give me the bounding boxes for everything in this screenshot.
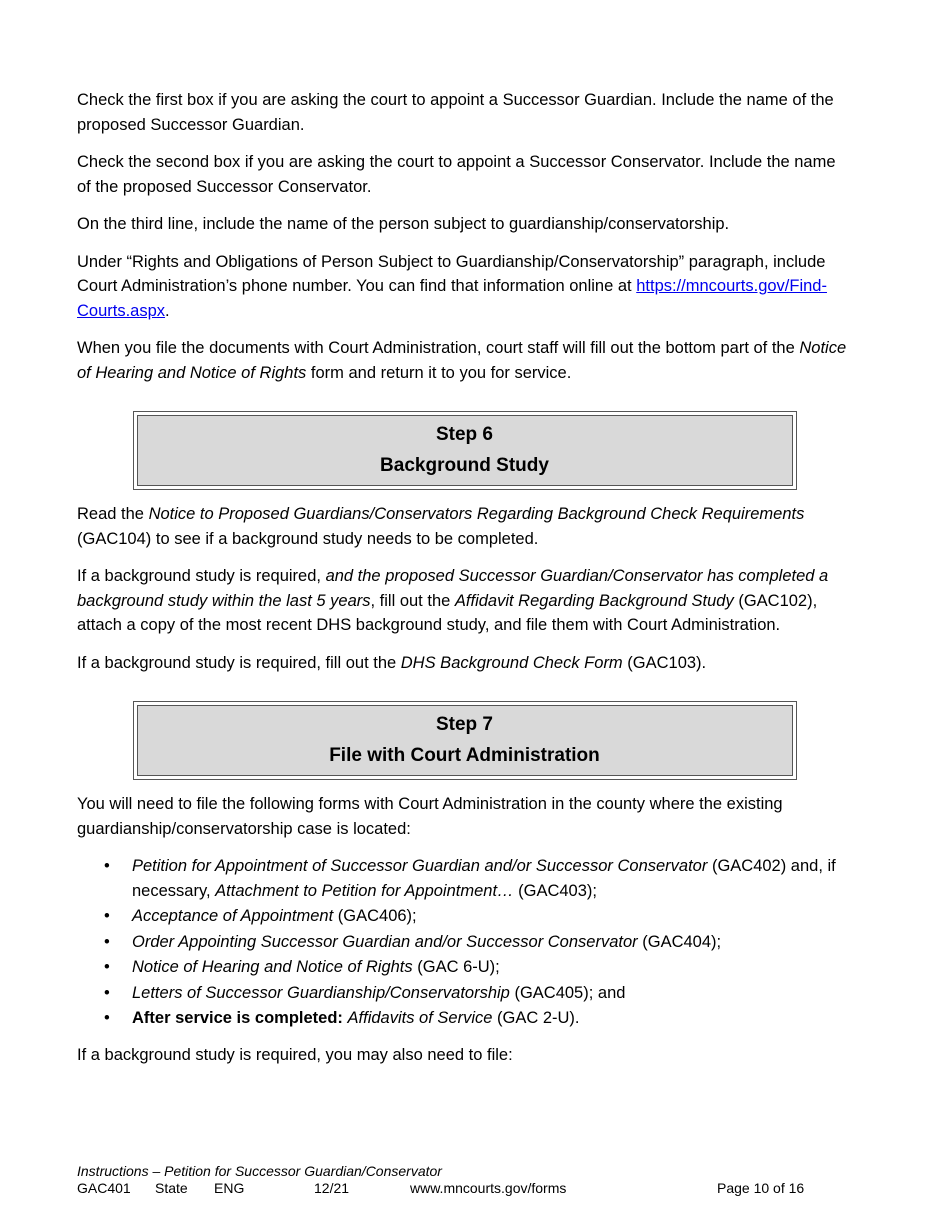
form-code: (GAC402) and, if necessary, xyxy=(132,857,836,900)
step-6-title: Background Study xyxy=(380,455,549,476)
bg-condition: and the proposed Successor Guardian/Conservator has completed a background study within the last 5 years xyxy=(77,567,829,610)
list-item xyxy=(77,854,852,903)
list-item xyxy=(77,981,852,1006)
step-7-header xyxy=(133,701,797,780)
form-code: (GAC404); xyxy=(637,932,722,951)
bullet-icon: • xyxy=(104,1009,110,1027)
step-6-number: Step 6 xyxy=(435,424,494,445)
step-7-number: Step 7 xyxy=(435,714,494,735)
form-title: Order Appointing Successor Guardian and/or Successor Conservator xyxy=(132,932,638,951)
dhs-form-title: DHS Background Check Form xyxy=(400,653,623,672)
filing-text-b: form and return it to you for service. xyxy=(306,363,572,382)
form-title: Attachment to Petition for Appointment… xyxy=(215,881,514,900)
form-code: (GAC405); and xyxy=(509,983,626,1002)
dhs-text-b: (GAC103). xyxy=(622,653,707,672)
notice-to-guardians-title: Notice to Proposed Guardians/Conservators Regarding Background Check Requirements xyxy=(148,505,805,523)
notice-of-hearing-title: Notice of Hearing and Notice of Rights xyxy=(77,339,847,382)
paragraph-dhs-form xyxy=(77,651,852,676)
footer-website: www.mncourts.gov/forms xyxy=(410,1180,567,1196)
footer-title: Instructions – Petition for Successor Guardian/Conservator xyxy=(77,1163,442,1179)
footer-meta-row xyxy=(77,1180,857,1197)
step-7-title: File with Court Administration xyxy=(329,745,600,766)
list-item xyxy=(77,904,852,929)
rights-text: Under “Rights and Obligations of Person Subject to Guardianship/Conservatorship” paragraph, include Court Administration’s phone number. You can find that information online at xyxy=(77,252,826,295)
form-code: (GAC 2-U). xyxy=(492,1009,580,1027)
paragraph-successor-conservator: Check the second box if you are asking the court to appoint a Successor Conservator. Include the name of the proposed Successor Conservator. xyxy=(77,153,836,196)
footer-date: 12/21 xyxy=(314,1180,350,1196)
footer-jurisdiction: State xyxy=(155,1180,188,1196)
forms-list xyxy=(77,854,852,1031)
dhs-text-a: If a background study is required, fill out the xyxy=(77,653,401,672)
paragraph-rights-obligations xyxy=(77,250,852,324)
page-footer xyxy=(77,1163,857,1197)
list-item xyxy=(77,930,852,955)
find-courts-link[interactable]: https://mncourts.gov/Find-Courts.aspx xyxy=(77,277,827,320)
rights-end: . xyxy=(165,301,170,320)
bullet-icon: • xyxy=(104,958,110,976)
bullet-icon: • xyxy=(104,932,110,951)
paragraph-filing-notice xyxy=(77,336,852,385)
form-code: (GAC 6-U); xyxy=(412,958,500,976)
form-title: Letters of Successor Guardianship/Conservatorship xyxy=(132,983,510,1002)
bullet-icon: • xyxy=(104,857,110,875)
after-service-label: After service is completed: xyxy=(132,1009,343,1027)
list-item xyxy=(77,1006,852,1031)
form-code: (GAC403); xyxy=(513,881,597,900)
footer-page-number: Page 10 of 16 xyxy=(717,1180,805,1196)
paragraph-background-completed xyxy=(77,564,852,638)
form-code: (GAC406); xyxy=(333,907,417,925)
form-title: Petition for Appointment of Successor Guardian and/or Successor Conservator xyxy=(132,857,708,875)
filing-text-a: When you file the documents with Court Administration, court staff will fill out the bottom part of the xyxy=(77,339,800,357)
document-body xyxy=(77,88,852,1080)
footer-form-id: GAC401 xyxy=(77,1180,131,1196)
footer-language: ENG xyxy=(214,1180,245,1196)
bg-text-c: (GAC102), attach a copy of the most recent DHS background study, and file them with Court Administration. xyxy=(77,591,818,634)
bullet-icon: • xyxy=(104,983,110,1002)
paragraph-file-intro: You will need to file the following forms with Court Administration in the county where the existing guardianship/conservatorship case is located: xyxy=(77,795,783,838)
bullet-icon: • xyxy=(104,907,110,925)
form-title: Acceptance of Appointment xyxy=(132,907,334,925)
read-text-a: Read the xyxy=(77,505,149,523)
list-item xyxy=(77,955,852,980)
bg-text-a: If a background study is required, xyxy=(77,567,326,585)
step-6-header xyxy=(133,411,797,490)
affidavit-title: Affidavit Regarding Background Study xyxy=(454,591,734,610)
paragraph-also-file: If a background study is required, you may also need to file: xyxy=(77,1045,513,1064)
paragraph-read-notice xyxy=(77,502,852,551)
form-title: Affidavits of Service xyxy=(347,1009,493,1027)
bg-text-b: , fill out the xyxy=(370,591,455,610)
form-title: Notice of Hearing and Notice of Rights xyxy=(132,958,413,976)
paragraph-successor-guardian: Check the first box if you are asking the court to appoint a Successor Guardian. Include the name of the proposed Successor Guardian. xyxy=(77,91,834,134)
paragraph-third-line: On the third line, include the name of the person subject to guardianship/conservatorship. xyxy=(77,215,730,233)
read-text-b: (GAC104) to see if a background study needs to be completed. xyxy=(77,529,539,548)
